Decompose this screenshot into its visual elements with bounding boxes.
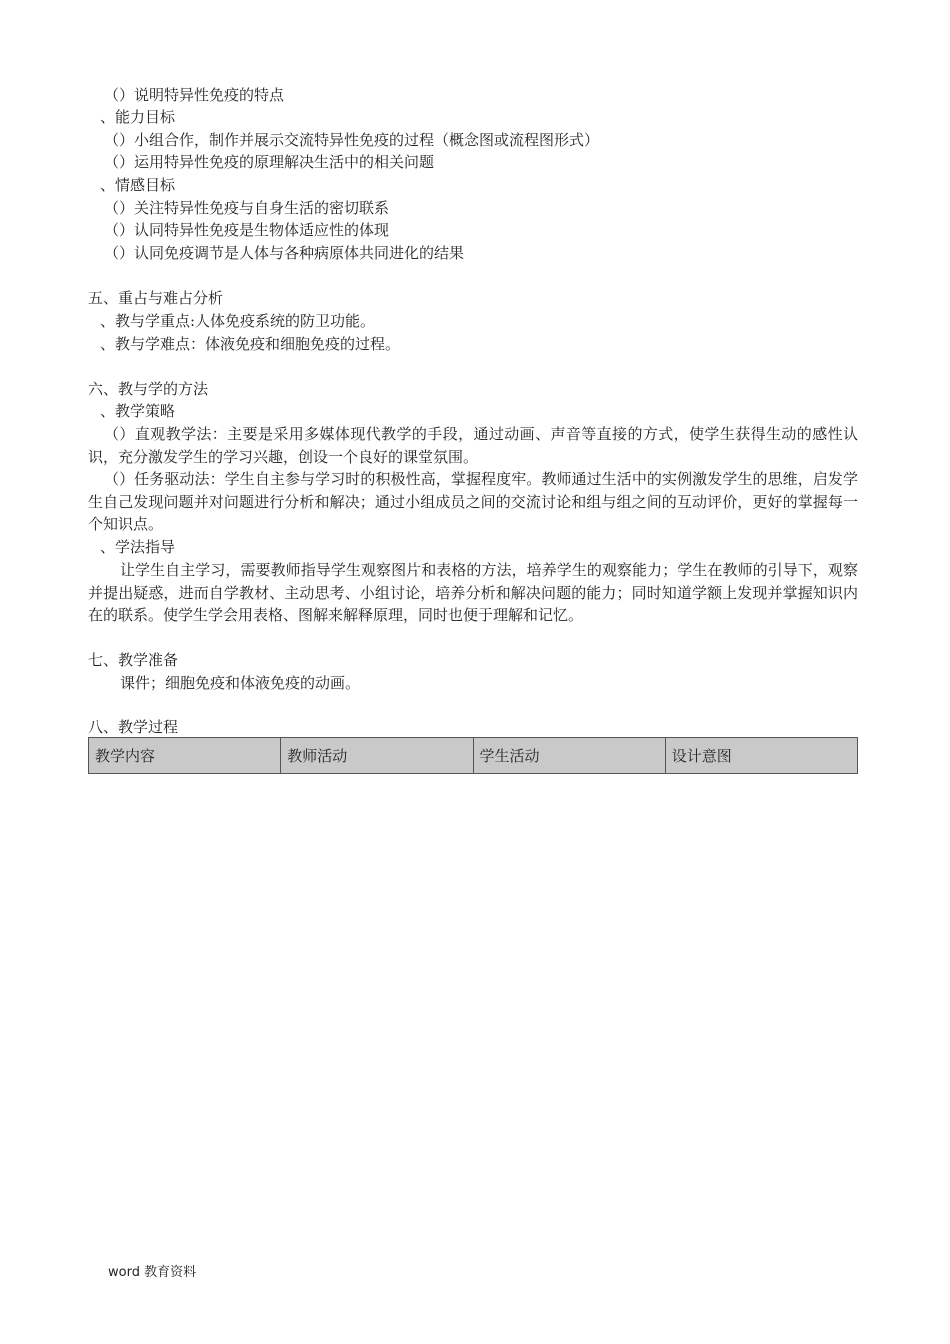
section-subheading: 、情感目标 [100, 176, 176, 194]
section-heading: 六、教与学的方法 [88, 380, 209, 398]
footer-label: word 教育资料 [108, 1265, 197, 1280]
paragraph: （）任务驱动法：学生自主参与学习时的积极性高，掌握程度牢。教师通过生活中的实例激发学生的思维，启发学生自己发现问题并对问题进行分析和解决；通过小组成员之间的交流讨论和组与组之间的互动评价，更好的掌握每一个知识点。 [88, 470, 858, 533]
table-header-cell: 设计意图 [671, 747, 732, 765]
section-subheading: 、教学策略 [100, 402, 176, 420]
paragraph: 让学生自主学习，需要教师指导学生观察图片和表格的方法，培养学生的观察能力；学生在教师的引导下，观察并提出疑惑，进而自学教材、主动思考、小组讨论，培养分析和解决问题的能力；同时知道学额上发现并掌握知识内在的联系。使学生学会用表格、图解来解释原理，同时也便于理解和记忆。 [88, 561, 858, 624]
text-line: （）运用特异性免疫的原理解决生活中的相关问题 [104, 153, 435, 171]
text-line: （）认同特异性免疫是生物体适应性的体现 [104, 221, 390, 239]
text-line: 、教与学难点：体液免疫和细胞免疫的过程。 [100, 335, 401, 353]
section-heading: 八、教学过程 [88, 718, 179, 736]
section-heading: 七、教学准备 [88, 651, 179, 669]
text-line: 课件；细胞免疫和体液免疫的动画。 [120, 674, 361, 692]
section-subheading: 、学法指导 [100, 538, 176, 556]
table-header-cell: 教师活动 [281, 738, 473, 773]
text-line: （）关注特异性免疫与自身生活的密切联系 [104, 199, 390, 217]
text-line: （）说明特异性免疫的特点 [104, 86, 285, 104]
section-heading: 五、重占与难占分析 [88, 289, 224, 307]
teaching-process-table [88, 737, 858, 774]
text-line: （）认同免疫调节是人体与各种病原体共同进化的结果 [104, 244, 465, 262]
text-line: （）小组合作，制作并展示交流特异性免疫的过程（概念图或流程图形式） [104, 131, 600, 149]
table-header-cell: 教学内容 [89, 738, 281, 773]
section-subheading: 、能力目标 [100, 108, 176, 126]
text-line: 、教与学重点:人体免疫系统的防卫功能。 [100, 312, 376, 330]
paragraph: （）直观教学法：主要是采用多媒体现代教学的手段，通过动画、声音等直接的方式，使学生获得生动的感性认识，充分激发学生的学习兴趣，创设一个良好的课堂氛围。 [88, 425, 858, 466]
table-header-cell: 学生活动 [474, 738, 666, 773]
